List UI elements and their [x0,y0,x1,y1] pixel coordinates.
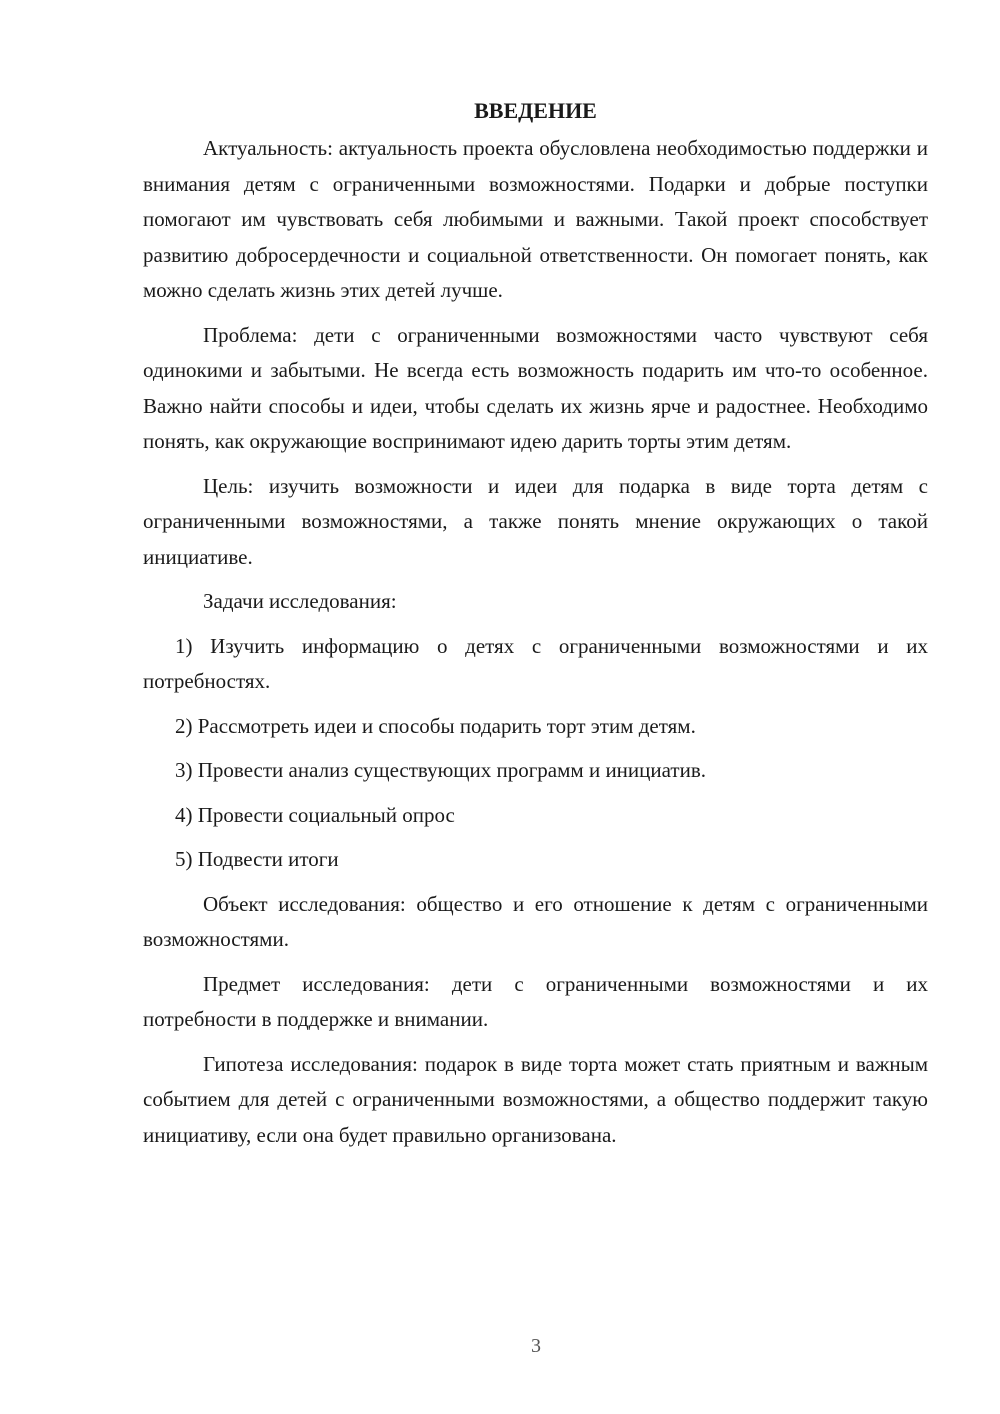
paragraph-subject: Предмет исследования: дети с ограниченными возможностями и их потребности в поддержке и внимании. [143,971,928,1031]
task-item-5: 5) Подвести итоги [175,847,339,871]
paragraph-problem: Проблема: дети с ограниченными возможностями часто чувствуют себя одинокими и забытыми. Не всегда есть возможность подарить им что-то особенное. Важно найти способы и идеи, чтобы сделать их жизнь ярче и радостнее. Необходимо понять, как окружающие воспринимают идею дарить торты этим детям. [143,322,928,453]
task-item-1: 1) Изучить информацию о детях с ограниченными возможностями и их потребностях. [143,633,928,693]
paragraph-tasks-heading: Задачи исследования: [203,589,397,613]
task-item-3: 3) Провести анализ существующих программ и инициатив. [175,758,706,782]
paragraph-relevance: Актуальность: актуальность проекта обусловлена необходимостью поддержки и внимания детям с ограниченными возможностями. Подарки и добрые поступки помогают им чувствовать себя любимыми и важными. Такой проект способствует развитию добросердечности и социальной ответственности. Он помогает понять, как можно сделать жизнь этих детей лучше. [143,136,928,302]
paragraph-goal: Цель: изучить возможности и идеи для подарка в виде торта детям с ограниченными возможностями, а также понять мнение окружающих о такой инициативе. [143,473,928,569]
task-item-2: 2) Рассмотреть идеи и способы подарить торт этим детям. [175,713,696,738]
paragraph-object: Объект исследования: общество и его отношение к детям с ограниченными возможностями. [143,891,928,951]
paragraph-hypothesis: Гипотеза исследования: подарок в виде торта может стать приятным и важным событием для детей с ограниченными возможностями, а общество поддержит такую инициативу, если она будет правильно организована. [143,1051,928,1147]
page-number: 3 [531,1335,541,1357]
task-item-4: 4) Провести социальный опрос [175,802,455,827]
page-title: ВВЕДЕНИЕ [474,98,597,123]
page-content [143,96,928,1162]
